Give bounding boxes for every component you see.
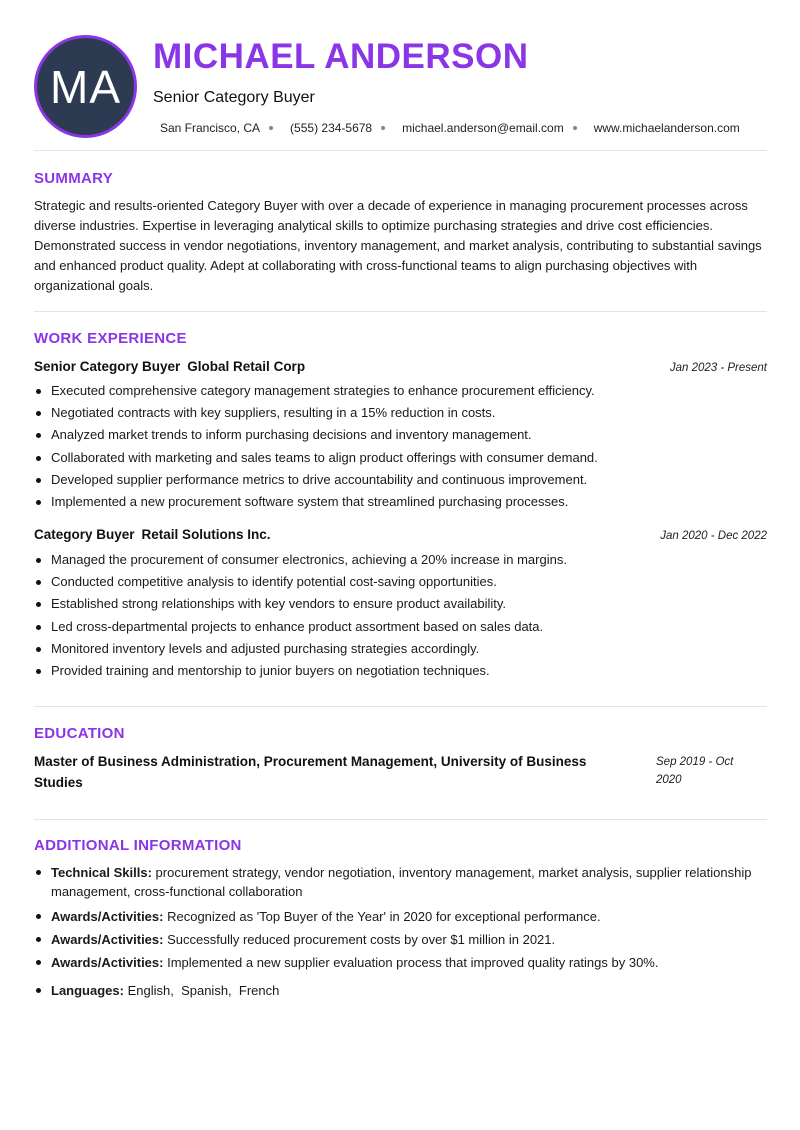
list-item	[34, 863, 767, 901]
summary-text: Strategic and results-oriented Category Buyer with over a decade of experience in managing procurement processes across diverse industries. Expertise in leveraging analytical skills to optimize purchasing strategies and drive cost efficiencies. Demonstrated success in vendor negotiations, inventory management, and market analysis, contributing to substantial savings and enhanced product quality. Adept at collaborating with cross-functional teams to align purchasing objectives with organizational goals.	[34, 198, 762, 293]
info-text: procurement strategy, vendor negotiation, inventory management, market analysis, supplier relationship management, cross-functional collaboration	[51, 865, 752, 899]
list-item: Negotiated contracts with key suppliers, resulting in a 15% reduction in costs.	[34, 402, 767, 424]
section-divider	[34, 706, 767, 707]
education-degree: Master of Business Administration, Procurement Management, University of Business Studies	[34, 754, 587, 790]
section-divider	[34, 150, 767, 151]
job-title-line	[34, 358, 305, 376]
section-divider	[34, 819, 767, 820]
list-item: Provided training and mentorship to junior buyers on negotiation techniques.	[34, 660, 767, 682]
candidate-title: Senior Category Buyer	[153, 89, 315, 106]
contact-phone: (555) 234-5678	[290, 121, 373, 135]
info-label: Awards/Activities:	[51, 909, 164, 924]
info-label: Awards/Activities:	[51, 932, 164, 947]
experience-heading: WORK EXPERIENCE	[34, 330, 187, 347]
info-text: Implemented a new supplier evaluation process that improved quality ratings by 30%.	[167, 955, 659, 970]
list-item: Conducted competitive analysis to identify potential cost-saving opportunities.	[34, 571, 767, 593]
job-title-line	[34, 526, 271, 544]
job-header	[34, 526, 767, 544]
list-item: Monitored inventory levels and adjusted purchasing strategies accordingly.	[34, 638, 767, 660]
list-item	[34, 930, 767, 949]
info-text: English, Spanish, French	[127, 983, 280, 998]
list-item	[34, 907, 767, 926]
job-bullets	[34, 380, 767, 513]
separator-dot	[381, 126, 385, 130]
separator-dot	[573, 126, 577, 130]
list-item	[34, 981, 767, 1000]
info-label: Awards/Activities:	[51, 955, 164, 970]
list-item: Collaborated with marketing and sales teams to align product offerings with consumer demand.	[34, 447, 767, 469]
candidate-name: MICHAEL ANDERSON	[153, 37, 529, 76]
separator-dot	[269, 126, 273, 130]
list-item: Analyzed market trends to inform purchasing decisions and inventory management.	[34, 424, 767, 446]
info-label: Technical Skills:	[51, 865, 152, 880]
education-date: Sep 2019 - Oct 2020	[656, 756, 734, 786]
list-item: Led cross-departmental projects to enhance product assortment based on sales data.	[34, 616, 767, 638]
contact-email[interactable]: michael.anderson@email.com	[402, 121, 564, 135]
avatar-initials: MA	[50, 60, 121, 113]
list-item	[34, 953, 767, 972]
info-text: Successfully reduced procurement costs by over $1 million in 2021.	[167, 932, 556, 947]
job-date: Jan 2020 - Dec 2022	[660, 530, 767, 542]
job-company: Retail Solutions Inc.	[141, 527, 271, 542]
list-item: Established strong relationships with key vendors to ensure product availability.	[34, 593, 767, 615]
job-company: Global Retail Corp	[187, 359, 306, 374]
list-item: Developed supplier performance metrics to drive accountability and continuous improvement.	[34, 469, 767, 491]
list-item: Implemented a new procurement software system that streamlined purchasing processes.	[34, 491, 767, 513]
info-label: Languages:	[51, 983, 124, 998]
resume-header	[0, 0, 800, 150]
list-item: Managed the procurement of consumer electronics, achieving a 20% increase in margins.	[34, 549, 767, 571]
job-bullets	[34, 549, 767, 682]
contact-line	[160, 121, 740, 135]
job-role: Category Buyer	[34, 527, 135, 542]
contact-website[interactable]: www.michaelanderson.com	[593, 121, 740, 135]
summary-heading: SUMMARY	[34, 170, 114, 187]
education-heading: EDUCATION	[34, 725, 125, 742]
additional-list	[34, 863, 767, 1000]
section-divider	[34, 311, 767, 312]
job-header	[34, 358, 767, 376]
job-role: Senior Category Buyer	[34, 359, 181, 374]
contact-location: San Francisco, CA	[160, 121, 261, 135]
job-date: Jan 2023 - Present	[669, 362, 767, 374]
info-text: Recognized as 'Top Buyer of the Year' in 2020 for exceptional performance.	[167, 909, 601, 924]
additional-heading: ADDITIONAL INFORMATION	[34, 837, 242, 854]
avatar	[34, 35, 137, 138]
list-item: Executed comprehensive category management strategies to enhance procurement efficiency.	[34, 380, 767, 402]
